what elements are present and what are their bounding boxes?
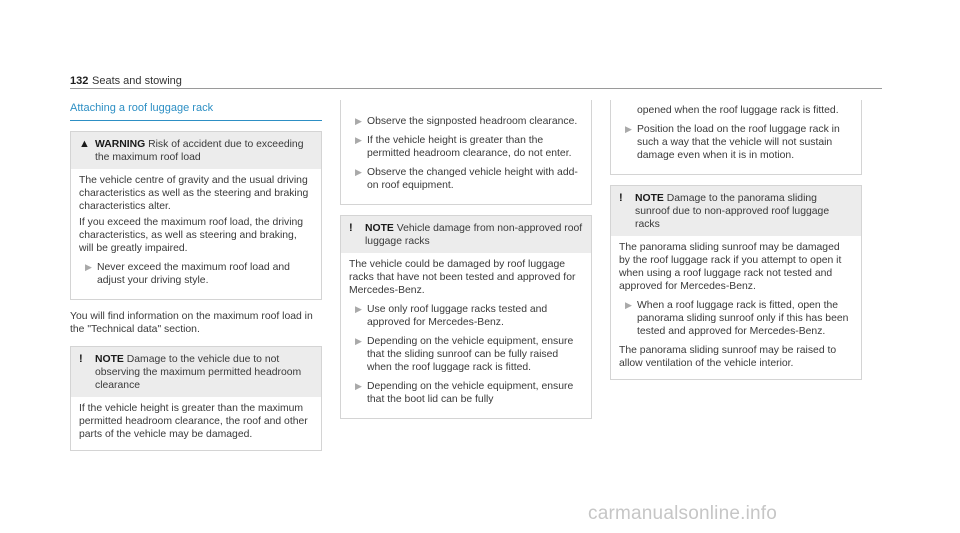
note-box [340, 215, 592, 419]
exclamation-icon: ! [349, 222, 353, 234]
note-body [611, 236, 861, 379]
note-header [71, 347, 321, 397]
warning-heading: Risk of accident due to exceeding the maximum roof load [95, 139, 304, 163]
note-label: NOTE [95, 354, 124, 365]
bullet-item: ▶ Use only roof luggage racks tested and approved for Mercedes-Benz. [349, 303, 583, 329]
arrow-right-icon: ▶ [355, 135, 362, 145]
bullet-item: ▶ Depending on the vehicle equipment, ensure that the sliding sunroof can be fully raised when the roof luggage rack is fitted. [349, 335, 583, 374]
note-para: The vehicle could be damaged by roof luggage racks that have not been tested and approved for Mercedes-Benz. [349, 259, 576, 296]
note-para: If the vehicle height is greater than the maximum permitted headroom clearance, the roof and other parts of the vehicle may be damaged. [79, 403, 308, 440]
column-2 [340, 100, 592, 419]
arrow-right-icon: ▶ [355, 116, 362, 126]
note-box [610, 185, 862, 380]
bullet-item: ▶ Observe the changed vehicle height with add-on roof equipment. [349, 166, 583, 192]
arrow-right-icon: ▶ [85, 262, 92, 272]
note-para-2: The panorama sliding sunroof may be raised to allow ventilation of the vehicle interior. [619, 345, 837, 369]
warning-para-1: The vehicle centre of gravity and the usual driving characteristics as well as the steering and braking characteristics alter. [79, 175, 309, 212]
section-title: Attaching a roof luggage rack [70, 102, 214, 114]
warning-para-2: If you exceed the maximum roof load, the driving characteristics, as well as steering and braking, will be greatly impaired. [79, 217, 304, 254]
arrow-right-icon: ▶ [625, 300, 632, 310]
watermark: carmanualsonline.info [588, 503, 778, 524]
exclamation-icon: ! [619, 192, 623, 204]
warning-bullet: ▶ Never exceed the maximum roof load and adjust your driving style. [79, 261, 313, 287]
note-body [341, 253, 591, 418]
page-number: 132 [70, 75, 89, 87]
note-header [611, 186, 861, 236]
note-box [70, 346, 322, 451]
arrow-right-icon: ▶ [355, 336, 362, 346]
column-3 [610, 100, 862, 380]
bullet-item: ▶ Observe the signposted headroom clearance. [349, 115, 583, 128]
bullet-item: ▶ If the vehicle height is greater than the permitted headroom clearance, do not enter. [349, 134, 583, 160]
column-1 [70, 102, 322, 451]
bullet-item: ▶ Position the load on the roof luggage rack in such a way that the vehicle will not sustain damage even when it is in motion. [619, 123, 853, 162]
exclamation-icon: ! [79, 353, 83, 365]
warning-body [71, 169, 321, 299]
continued-box [340, 100, 592, 205]
continued-box [610, 100, 862, 175]
note-para-1: The panorama sliding sunroof may be damaged by the roof luggage rack if you attempt to open it when using a roof luggage rack not tested and approved for Mercedes-Benz. [619, 242, 842, 292]
arrow-right-icon: ▶ [355, 381, 362, 391]
info-text: You will find information on the maximum roof load in the "Technical data" section. [70, 311, 313, 335]
note-heading: Damage to the vehicle due to not observing the maximum permitted headroom clearance [95, 354, 302, 391]
note-label: NOTE [365, 223, 394, 234]
header-rule [70, 88, 882, 89]
arrow-right-icon: ▶ [355, 304, 362, 314]
warning-box [70, 131, 322, 300]
note-label: NOTE [635, 193, 664, 204]
warning-header [71, 132, 321, 169]
note-header [341, 216, 591, 253]
continued-text: opened when the roof luggage rack is fitted. [637, 105, 839, 116]
warning-label: WARNING [95, 139, 146, 150]
arrow-right-icon: ▶ [625, 124, 632, 134]
note-body [71, 397, 321, 450]
section-title-rule [70, 120, 322, 121]
section-name: Seats and stowing [92, 75, 182, 87]
note-heading: Vehicle damage from non-approved roof luggage racks [365, 223, 583, 247]
warning-triangle-icon: ▲ [79, 138, 90, 150]
bullet-item: ▶ When a roof luggage rack is fitted, open the panorama sliding sunroof only if this has been tested and approved for Mercedes-Benz. [619, 299, 853, 338]
arrow-right-icon: ▶ [355, 167, 362, 177]
note-heading: Damage to the panorama sliding sunroof due to non-approved roof luggage racks [635, 193, 830, 230]
bullet-item: ▶ Depending on the vehicle equipment, ensure that the boot lid can be fully [349, 380, 583, 406]
